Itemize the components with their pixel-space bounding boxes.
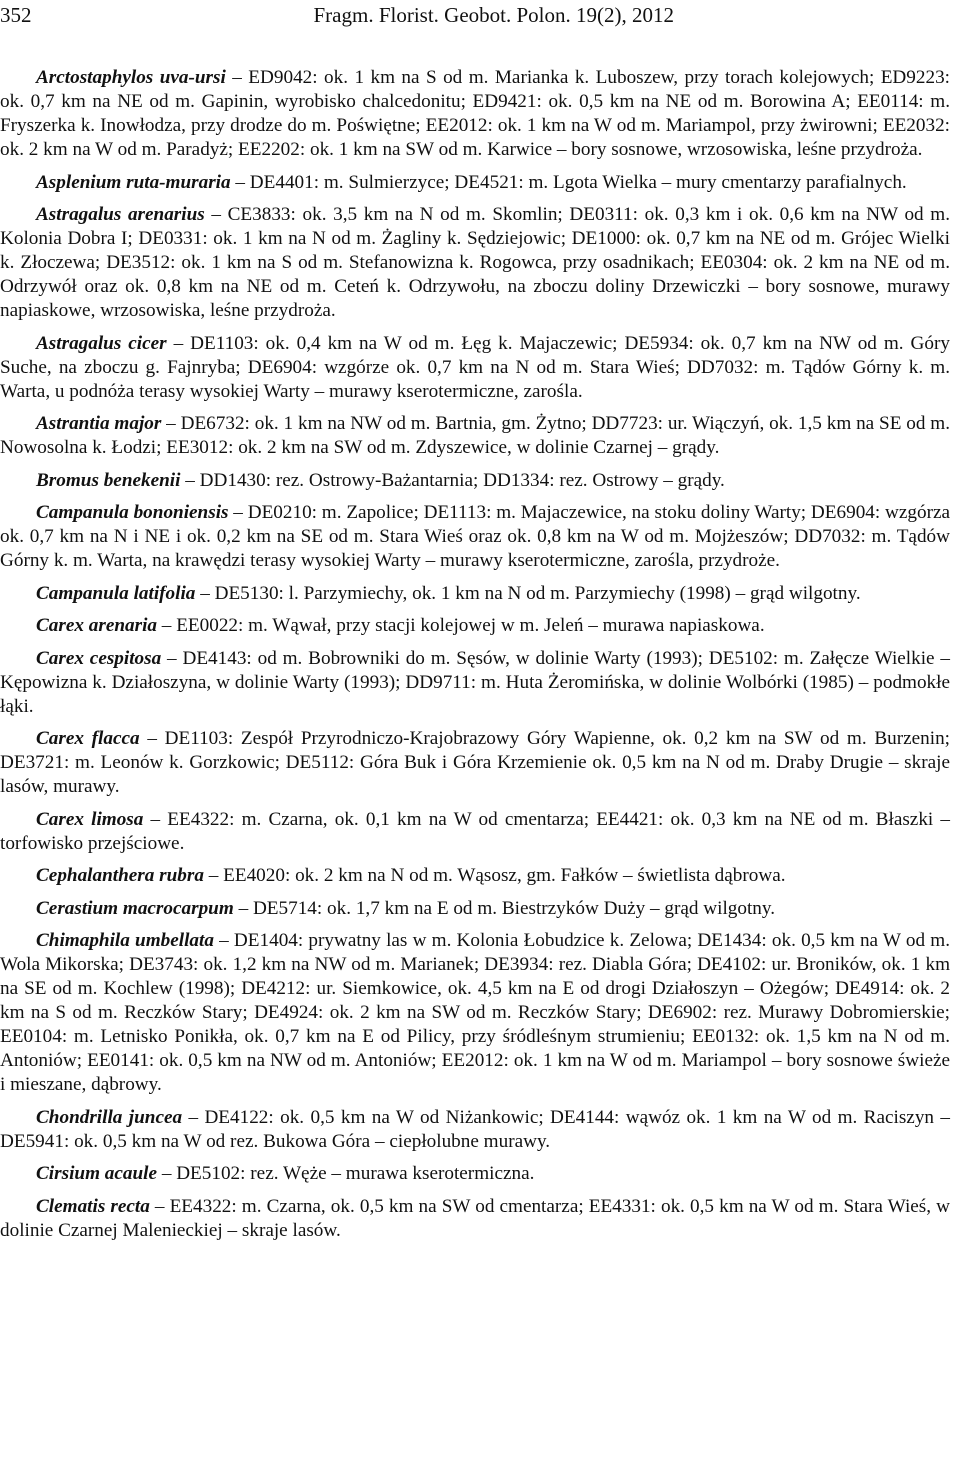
species-entry — [0, 1195, 950, 1243]
species-name: Arctostaphylos uva-ursi — [36, 67, 226, 88]
species-name: Asplenium ruta-muraria — [36, 171, 231, 193]
locality-text: – EE4322: m. Czarna, ok. 0,5 km na SW od cmentarza; EE4331: ok. 0,5 km na W od m. Stara Wieś, w dolinie Czarnej Malenieckiej – skraje lasów. — [0, 1195, 951, 1241]
species-name: Carex cespitosa — [36, 647, 162, 669]
running-head — [0, 2, 950, 28]
locality-text: – EE4322: m. Czarna, ok. 0,1 km na W od cmentarza; EE4421: ok. 0,3 km na NE od m. Błaszki – torfowisko przejściowe. — [0, 808, 950, 854]
journal-reference: Fragm. Florist. Geobot. Polon. 19(2), 2012 — [313, 3, 674, 27]
locality-text: – DE4143: od m. Bobrowniki do m. Sęsów, w dolinie Warty (1993); DE5102: m. Załęcze Wielkie – Kępowizna k. Działoszyna, w dolinie Warty (1993); DD9711: m. Huta Żeromińska, w dolinie Wolbórki (1985) – podmokłe łąki. — [0, 647, 950, 717]
species-entry — [0, 66, 950, 162]
locality-text: – EE4020: ok. 2 km na N od m. Wąsosz, gm. Fałków – świetlista dąbrowa. — [203, 865, 786, 886]
species-name: Chondrilla juncea — [36, 1106, 183, 1128]
species-name: Cephalanthera rubra — [36, 865, 204, 886]
species-entry — [0, 929, 950, 1097]
locality-text: – ED9042: ok. 1 km na S od m. Marianka k. Luboszew, przy torach kolejowych; ED9223: ok. 0,7 km na NE od m. Gapinin, wyrobisko chalcedonitu; ED9421: ok. 0,5 km na NE od m. Borowina A; EE0114: m. Fryszerka k. Inowłodza, przy drodze do m. Poświętne; EE2012: ok. 1 km na W od m. Mariampol, przy żwirowni; EE2032: ok. 2 km na W od m. Paradyż; EE2202: ok. 1 km na SW od m. Karwice – bory sosnowe, wrzosowiska, leśne przydroża. — [0, 67, 950, 160]
locality-text: – DE6732: ok. 1 km na NW od m. Bartnia, gm. Żytno; DD7723: ur. Wiączyń, ok. 1,5 km na SE od m. Nowosolna k. Łodzi; EE3012: ok. 2 km na SW od m. Zdyszewice, w dolinie Czarnej – grądy. — [0, 413, 951, 458]
species-name: Carex arenaria — [36, 615, 157, 636]
species-name: Carex limosa — [36, 808, 144, 830]
locality-text: – DE4401: m. Sulmierzyce; DE4521: m. Lgota Wielka – mury cmentarzy parafialnych. — [230, 171, 907, 193]
species-entry — [0, 647, 950, 719]
species-entry — [0, 808, 950, 856]
species-entry — [0, 582, 950, 606]
species-entry — [0, 864, 950, 888]
locality-text: – DE5130: l. Parzymiechy, ok. 1 km na N od m. Parzymiechy (1998) – grąd wilgotny. — [195, 582, 861, 604]
species-name: Carex flacca — [36, 728, 140, 749]
locality-text: – CE3833: ok. 3,5 km na N od m. Skomlin; DE0311: ok. 0,3 km i ok. 0,6 km na NW od m. Kolonia Dobra I; DE0331: ok. 1 km na N od m. Żagliny k. Sędziejowic; DE1000: ok. 0,7 km na NE od m. Grójec Wielki k. Złoczewa; DE3512: ok. 1 km na S od m. Stefanowizna k. Rogowca, przy osadnikach; EE0304: ok. 2 km na NE od m. Odrzywół oraz ok. 0,8 km na NE od m. Ceteń k. Odrzywołu, na zboczu doliny Drzewiczki – bory sosnowe, murawy napiaskowe, wrzosowiska, leśne przydroża. — [0, 204, 950, 321]
locality-text: – DE0210: m. Zapolice; DE1113: m. Majaczewice, na stoku doliny Warty; DE6904: wzgórza ok. 0,7 km na N i NE i ok. 0,2 km na SE od m. Stara Wieś oraz ok. 0,8 km na W od m. Mojżeszów; DD7032: m. Tądów Górny k. m. Warta, na krawędzi terasy wysokiej Warty – murawy kserotermiczne, zarośla, przydroże. — [0, 502, 951, 571]
species-entry — [0, 614, 950, 638]
species-entry — [0, 332, 950, 404]
locality-text: – EE0022: m. Wąwał, przy stacji kolejowej w m. Jeleń – murawa napiaskowa. — [157, 615, 765, 636]
species-entry — [0, 897, 950, 921]
species-entry — [0, 203, 950, 323]
locality-text: – DE1103: Zespół Przyrodniczo-Krajobrazowy Góry Wapienne, ok. 0,2 km na SW od m. Burzenin; DE3721: m. Leonów k. Gorzkowic; DE5112: Góra Buk i Góra Krzemienie ok. 0,5 km na N od m. Draby Drugie – skraje lasów, murawy. — [0, 728, 950, 797]
species-entry — [0, 469, 950, 493]
species-name: Clematis recta — [36, 1195, 150, 1217]
species-name: Cerastium macrocarpum — [36, 897, 234, 919]
locality-text: – DE5102: rez. Węże – murawa kserotermiczna. — [157, 1163, 535, 1184]
species-entry — [0, 171, 950, 195]
species-entry — [0, 727, 950, 799]
locality-text: – DE4122: ok. 0,5 km na W od Niżankowic; DE4144: wąwóz ok. 1 km na W od m. Raciszyn – DE5941: ok. 0,5 km na W od rez. Bukowa Góra – ciepłolubne murawy. — [0, 1106, 950, 1152]
locality-text: – DD1430: rez. Ostrowy-Bażantarnia; DD1334: rez. Ostrowy – grądy. — [180, 469, 725, 491]
species-list — [0, 66, 950, 1251]
locality-text: – DE1103: ok. 0,4 km na W od m. Łęg k. Majaczewic; DE5934: ok. 0,7 km na NW od m. Góry Suche, na zboczu g. Fajnryba; DE6904: wzgórze ok. 0,7 km na N od m. Stara Wieś; DD7032: m. Tądów Górny k. m. Warta, u podnóża terasy wysokiej Warty – murawy kserotermiczne, zarośla. — [0, 332, 950, 402]
species-name: Bromus benekenii — [36, 469, 181, 491]
species-name: Cirsium acaule — [36, 1163, 158, 1184]
locality-text: – DE5714: ok. 1,7 km na E od m. Biestrzyków Duży – grąd wilgotny. — [233, 897, 776, 919]
species-entry — [0, 412, 950, 460]
species-entry — [0, 1162, 950, 1186]
species-name: Astragalus arenarius — [36, 204, 205, 225]
species-entry — [0, 1106, 950, 1154]
species-name: Campanula bononiensis — [36, 502, 229, 523]
page-number: 352 — [0, 3, 32, 27]
locality-text: – DE1404: prywatny las w m. Kolonia Łobudzice k. Zelowa; DE1434: ok. 0,5 km na W od m. Wola Mikorska; DE3743: ok. 1,2 km na NW od m. Marianek; DE3934: rez. Diabla Góra; DE4102: ur. Broników, ok. 1 km na SE od m. Kochlew (1998); DE4212: ur. Siemkowice, ok. 4,5 km na E od drogi Działoszyn – Ożegów; DE4914: ok. 2 km na S od m. Reczków Stary; DE4924: ok. 2 km na SW od m. Reczków Stary; DE6902: rez. Murawy Dobromierskie; EE0104: m. Letnisko Ponikła, ok. 0,7 km na E od Pilicy, przy śródleśnym strumieniu; EE0132: ok. 1,5 km na N od m. Antoniów; EE0141: ok. 0,5 km na NW od m. Antoniów; EE2012: ok. 1 km na W od m. Mariampol – bory sosnowe świeże i mieszane, dąbrowy. — [0, 930, 950, 1095]
species-name: Astrantia major — [36, 413, 162, 434]
species-entry — [0, 501, 950, 573]
species-name: Chimaphila umbellata — [36, 930, 214, 951]
species-name: Astragalus cicer — [36, 332, 167, 354]
species-name: Campanula latifolia — [36, 582, 196, 604]
